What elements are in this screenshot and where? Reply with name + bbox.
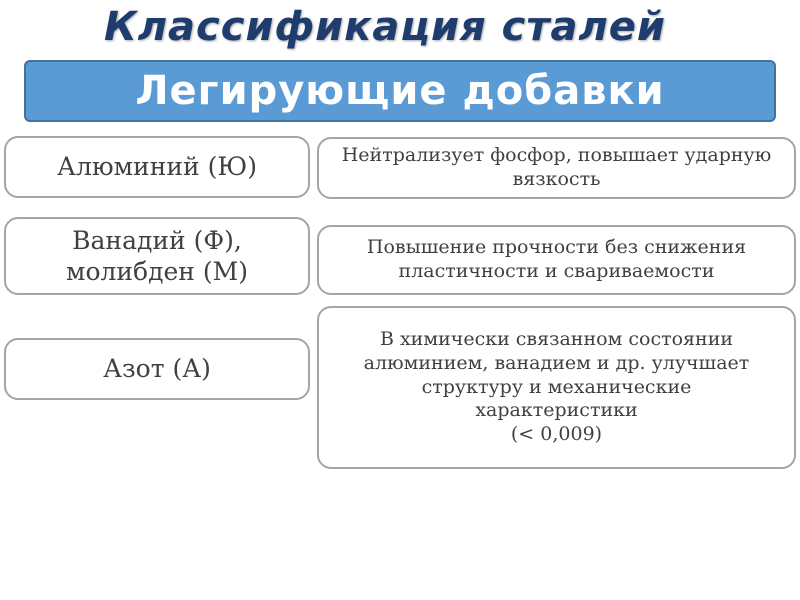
effect-text-line: В химически связанном состоянии	[379, 328, 734, 351]
effect-text-line: пластичности и свариваемости	[398, 260, 715, 282]
effect-text	[342, 144, 772, 192]
effect-text-line: алюминием, ванадием и др. улучшает	[363, 351, 750, 374]
element-label-line: Азот (А)	[103, 354, 211, 384]
element-box-aluminium	[4, 136, 310, 198]
slide-title: Классификация сталей	[104, 4, 666, 50]
element-label-line: молибден (М)	[66, 257, 248, 286]
element-label	[66, 225, 248, 288]
element-label-line: Алюминий (Ю)	[57, 152, 257, 182]
effect-text-line: характеристики	[475, 399, 638, 422]
element-label-line: Ванадий (Ф),	[72, 225, 242, 255]
effect-text-line: структуру и механические	[421, 375, 692, 398]
element-box-nitrogen	[4, 338, 310, 400]
effect-text-line: (< 0,009)	[510, 423, 603, 446]
effect-box-aluminium	[317, 137, 796, 199]
element-box-vanadium-molybdenum	[4, 217, 310, 295]
effect-box-vanadium-molybdenum	[317, 225, 796, 295]
effect-text	[367, 236, 746, 284]
element-label	[57, 151, 257, 182]
effect-text	[364, 328, 750, 447]
effect-text-line: Повышение прочности без снижения	[366, 236, 747, 259]
section-banner: Легирующие добавки	[24, 60, 776, 122]
effect-text-line: Нейтрализует фосфор, повышает ударную	[341, 144, 772, 167]
effect-box-nitrogen	[317, 306, 796, 469]
element-label	[103, 353, 211, 384]
effect-text-line: вязкость	[512, 168, 601, 190]
